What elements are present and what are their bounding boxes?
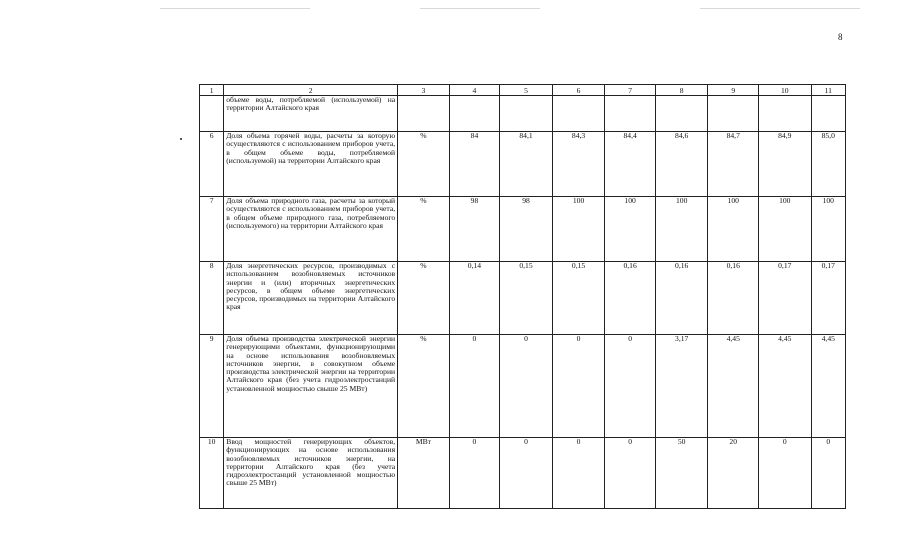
scan-artifact-line (160, 8, 310, 9)
value-cell: 100 (552, 197, 605, 262)
row-number: 9 (200, 335, 224, 438)
value-cell (449, 96, 500, 132)
column-header: 3 (398, 85, 450, 96)
value-cell: 84 (449, 132, 500, 197)
value-cell: 0,17 (759, 262, 812, 335)
value-cell: 0,17 (811, 262, 845, 335)
value-cell: 84,1 (500, 132, 553, 197)
indicator-description: Доля объема производства электрической энергии генерирующими объектами, функционирующими на основе использования возобновляемых источников энергии, в совокупном объеме производства электрической энергии на территории Алтайского края (без учета гидроэлектростанций установленной мощностью свыше 25 МВт) (224, 335, 398, 438)
value-cell (759, 96, 812, 132)
table-row (200, 96, 846, 132)
value-cell (605, 96, 656, 132)
header-row (200, 85, 846, 96)
indicator-description: Доля энергетических ресурсов, производимых с использованием возобновляемых источников энергии и (или) вторичных энергетических ресурсов, в общем объеме энергетических ресурсов, производимых на территории Алтайского края (224, 262, 398, 335)
row-number: 7 (200, 197, 224, 262)
value-cell: 0,16 (655, 262, 708, 335)
value-cell: 0 (500, 335, 553, 438)
scan-dot (180, 138, 182, 140)
unit-cell (398, 96, 450, 132)
value-cell: 100 (708, 197, 759, 262)
value-cell: 4,45 (811, 335, 845, 438)
column-header: 11 (811, 85, 845, 96)
table-row (200, 262, 846, 335)
table-row (200, 335, 846, 438)
value-cell: 0 (500, 438, 553, 509)
value-cell: 0 (605, 335, 656, 438)
value-cell: 0 (552, 335, 605, 438)
row-number (200, 96, 224, 132)
value-cell: 84,7 (708, 132, 759, 197)
value-cell: 85,0 (811, 132, 845, 197)
column-header: 6 (552, 85, 605, 96)
value-cell: 84,3 (552, 132, 605, 197)
unit-cell: % (398, 197, 450, 262)
column-header: 9 (708, 85, 759, 96)
value-cell: 20 (708, 438, 759, 509)
table-row (200, 438, 846, 509)
value-cell: 0 (449, 335, 500, 438)
indicator-table (199, 84, 846, 509)
value-cell: 98 (449, 197, 500, 262)
indicator-description: Доля объема природного газа, расчеты за который осуществляются с использованием приборов учета, в общем объеме природного газа, потребляемого (используемого) на территории Алтайского края (224, 197, 398, 262)
unit-cell: % (398, 335, 450, 438)
value-cell (500, 96, 553, 132)
value-cell: 0,14 (449, 262, 500, 335)
value-cell: 50 (655, 438, 708, 509)
value-cell: 100 (759, 197, 812, 262)
unit-cell: % (398, 262, 450, 335)
value-cell: 84,4 (605, 132, 656, 197)
table-row (200, 132, 846, 197)
value-cell: 3,17 (655, 335, 708, 438)
value-cell: 0 (811, 438, 845, 509)
column-header: 1 (200, 85, 224, 96)
value-cell: 84,9 (759, 132, 812, 197)
value-cell: 100 (605, 197, 656, 262)
column-header: 2 (224, 85, 398, 96)
page-number: 8 (838, 32, 843, 42)
value-cell: 0 (449, 438, 500, 509)
row-number: 10 (200, 438, 224, 509)
value-cell (811, 96, 845, 132)
column-header: 4 (449, 85, 500, 96)
value-cell: 0 (552, 438, 605, 509)
value-cell (655, 96, 708, 132)
value-cell: 100 (811, 197, 845, 262)
value-cell (708, 96, 759, 132)
value-cell: 0,15 (500, 262, 553, 335)
column-header: 8 (655, 85, 708, 96)
row-number: 6 (200, 132, 224, 197)
unit-cell: % (398, 132, 450, 197)
value-cell (552, 96, 605, 132)
indicator-description: объеме воды, потребляемой (используемой) на территории Алтайского края (224, 96, 398, 132)
column-header: 5 (500, 85, 553, 96)
value-cell: 0,16 (708, 262, 759, 335)
value-cell: 84,6 (655, 132, 708, 197)
value-cell: 4,45 (759, 335, 812, 438)
unit-cell: МВт (398, 438, 450, 509)
scan-artifact-line (700, 8, 860, 9)
value-cell: 0 (605, 438, 656, 509)
value-cell: 0,16 (605, 262, 656, 335)
column-header: 7 (605, 85, 656, 96)
value-cell: 98 (500, 197, 553, 262)
table-row (200, 197, 846, 262)
value-cell: 4,45 (708, 335, 759, 438)
scan-artifact-line (420, 8, 540, 9)
value-cell: 100 (655, 197, 708, 262)
value-cell: 0 (759, 438, 812, 509)
value-cell: 0,15 (552, 262, 605, 335)
row-number: 8 (200, 262, 224, 335)
indicator-description: Доля объема горячей воды, расчеты за которую осуществляются с использованием приборов учета, в общем объеме воды, потребляемой (используемой) на территории Алтайского края (224, 132, 398, 197)
indicator-description: Ввод мощностей генерирующих объектов, функционирующих на основе использования возобновляемых источников энергии, на территории Алтайского края (без учета гидроэлектростанций установленной мощностью свыше 25 МВт) (224, 438, 398, 509)
column-header: 10 (759, 85, 812, 96)
